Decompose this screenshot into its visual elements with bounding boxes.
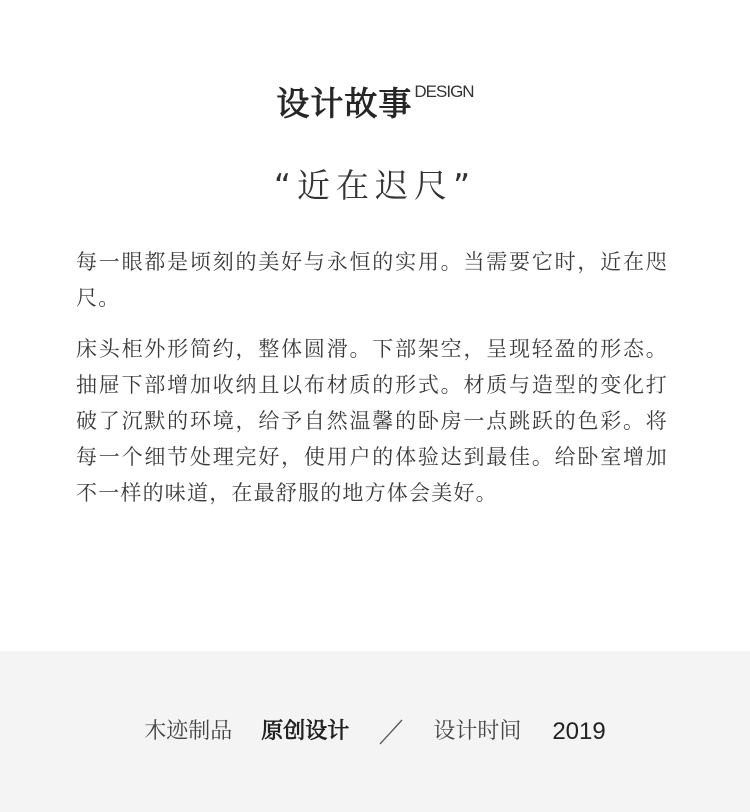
design-time-label: 设计时间: [433, 719, 522, 744]
product-info-row: [0, 715, 750, 749]
story-quote: “近在迟尺”: [273, 166, 477, 205]
story-paragraph-2: 床头柜外形简约，整体圆滑。下部架空，呈现轻盈的形态。抽屉下部增加收纳且以布材质的形式。材质与造型的变化打破了沉默的环境，给予自然温馨的卧房一点跳跃的色彩。将每一个细节处理完好，使用户的体验达到最佳。给卧室增加不一样的味道，在最舒服的地方体会美好。: [76, 337, 668, 505]
design-time-value: 2019: [552, 718, 606, 745]
slash-divider: [378, 717, 404, 747]
brand-label: 木迹制品: [144, 719, 233, 744]
title-chinese: 设计故事: [276, 84, 413, 123]
product-info-section: [0, 651, 750, 812]
section-title: [0, 78, 750, 125]
title-english: DESIGN: [414, 82, 474, 101]
story-paragraph-1: 每一眼都是顷刻的美好与永恒的实用。当需要它时，近在咫尺。: [76, 250, 668, 310]
brand-value: 原创设计: [261, 719, 350, 744]
